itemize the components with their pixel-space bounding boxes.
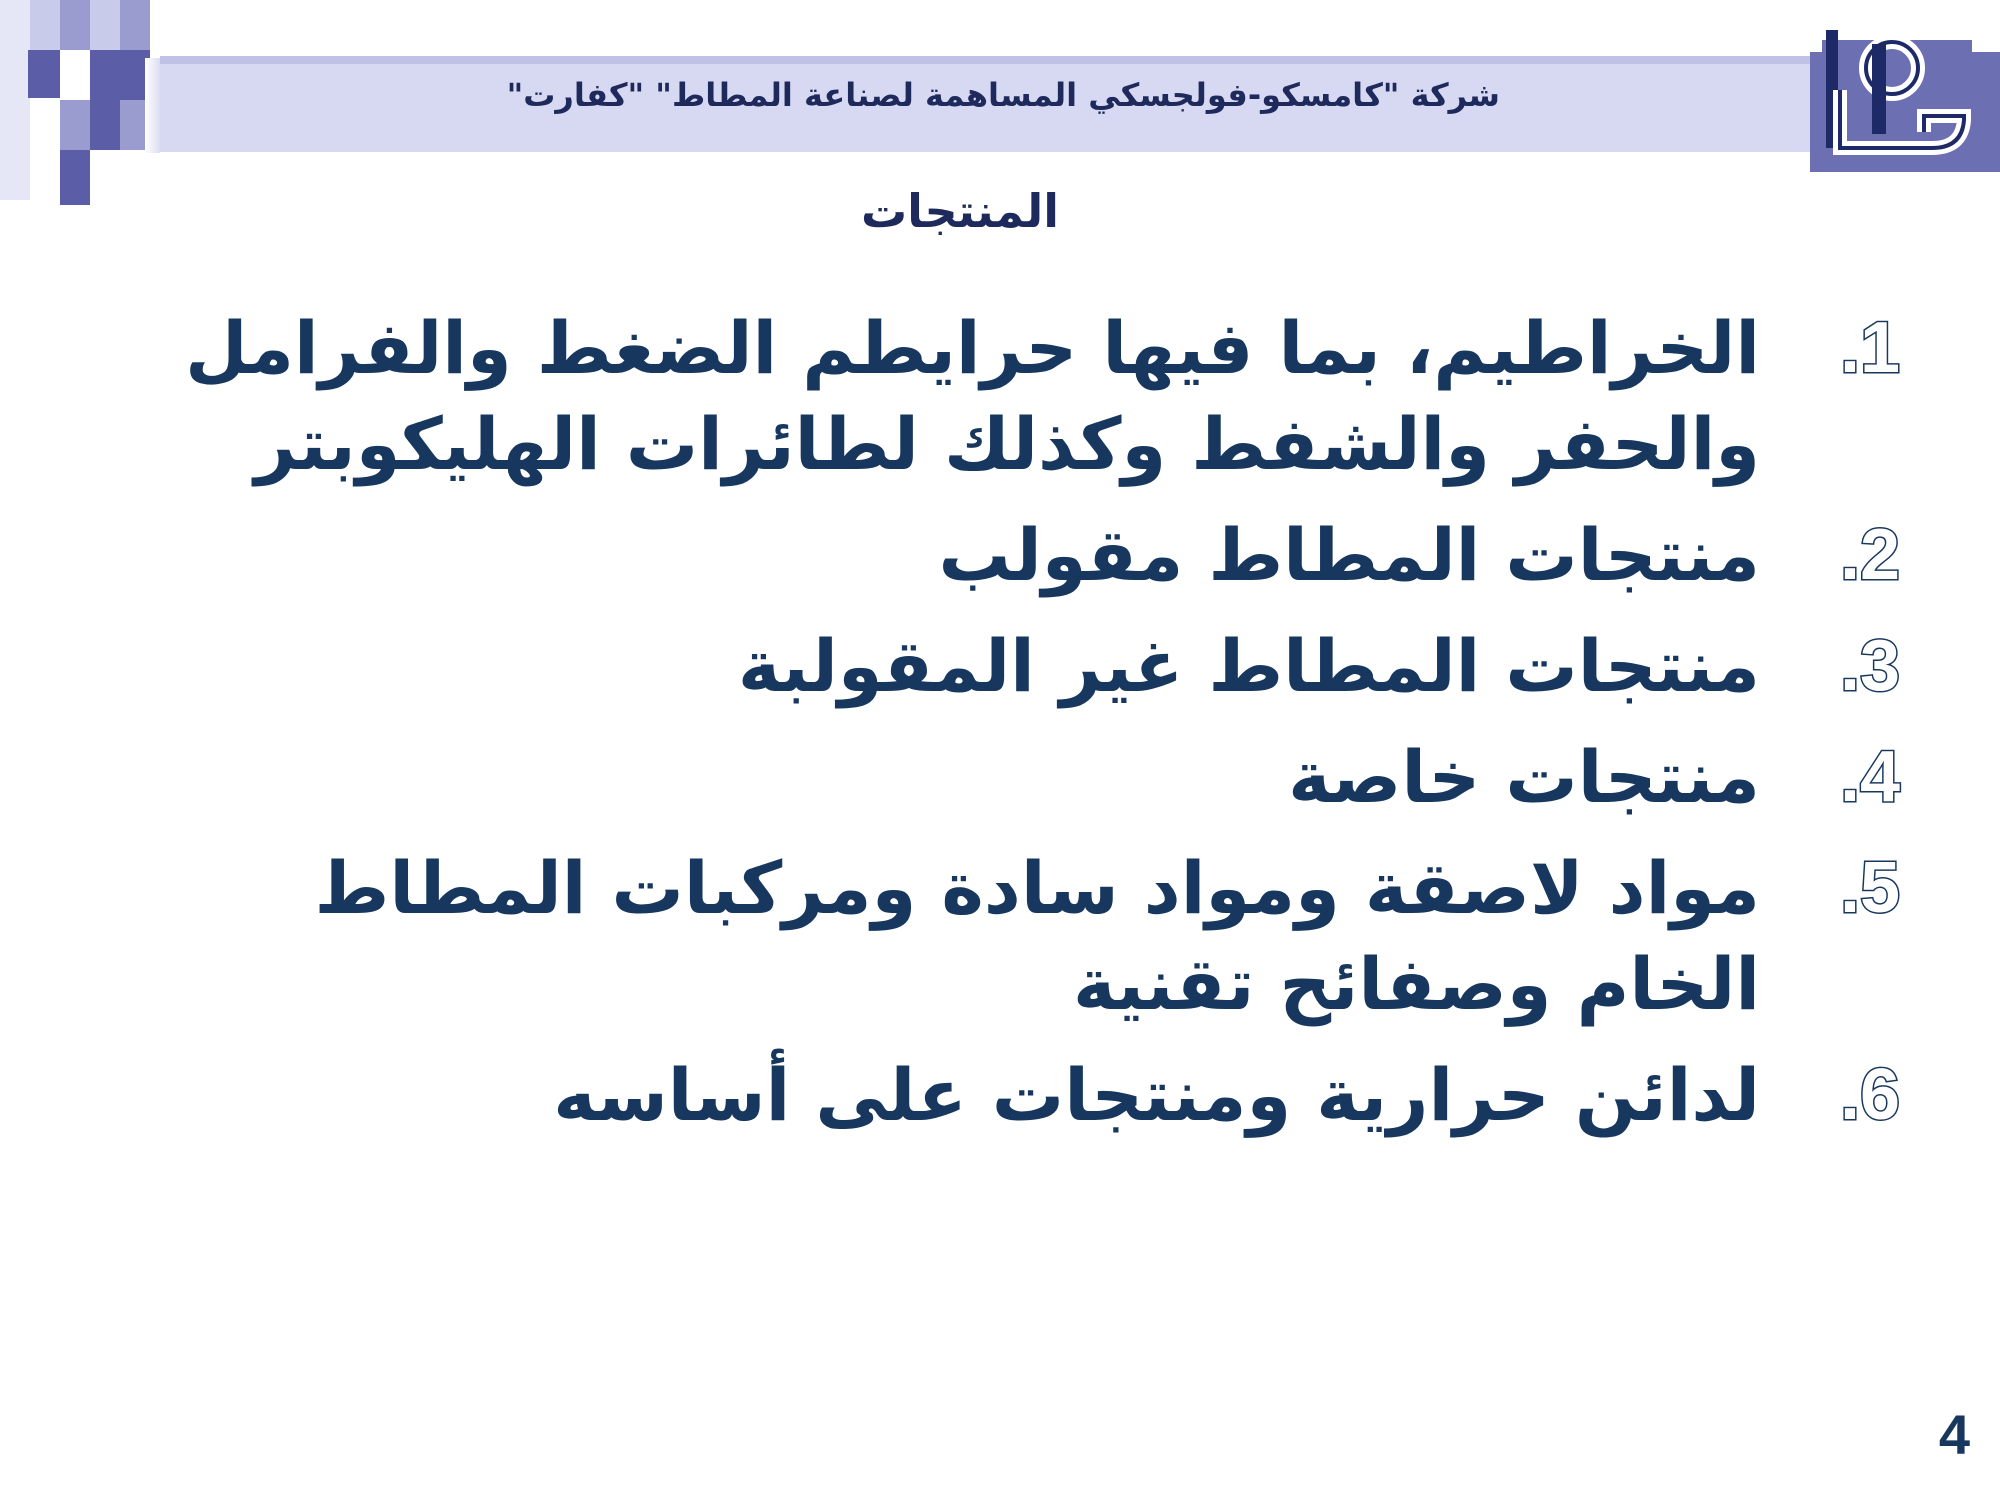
decor-square — [30, 0, 60, 50]
item-text: منتجات المطاط مقولب — [938, 513, 1760, 597]
decor-square — [60, 0, 90, 50]
item-text: منتجات خاصة — [1288, 735, 1760, 819]
decor-square — [60, 100, 90, 150]
list-item — [140, 618, 1900, 714]
company-name: شركة "كامسكو-فولجسكي المساهمة لصناعة المطاط" "كفارت" — [506, 76, 1500, 114]
item-number: 5. — [1839, 848, 1900, 928]
product-list — [140, 300, 1900, 1158]
item-text: لدائن حرارية ومنتجات على أساسه — [553, 1053, 1760, 1137]
list-item — [140, 1047, 1900, 1143]
list-item — [140, 300, 1900, 492]
decor-square — [90, 50, 120, 100]
item-number: 4. — [1839, 737, 1900, 817]
item-number: 2. — [1839, 515, 1900, 595]
item-number: 1. — [1839, 308, 1900, 388]
item-text: الخراطيم، بما فيها حرايطم الضغط والفرامل والحفر والشفط وكذلك لطائرات الهليكوبتر — [185, 306, 1760, 486]
decor-square — [90, 0, 120, 50]
decor-square — [120, 0, 150, 50]
decor-square — [0, 0, 30, 200]
decor-square — [90, 100, 120, 150]
item-text: منتجات المطاط غير المقولبة — [737, 624, 1760, 708]
item-text: مواد لاصقة ومواد سادة ومركبات المطاط الخام وصفائح تقنية — [314, 846, 1760, 1026]
item-number: 6. — [1839, 1055, 1900, 1135]
company-logo-icon — [1812, 20, 1982, 170]
banner-fade — [145, 58, 160, 153]
list-item — [140, 729, 1900, 825]
list-item — [140, 507, 1900, 603]
page-number: 4 — [1938, 1403, 1970, 1466]
slide-title: المنتجات — [860, 184, 1060, 238]
list-item — [140, 840, 1900, 1032]
decor-square — [60, 150, 90, 205]
decor-square — [28, 50, 60, 98]
item-number: 3. — [1839, 626, 1900, 706]
